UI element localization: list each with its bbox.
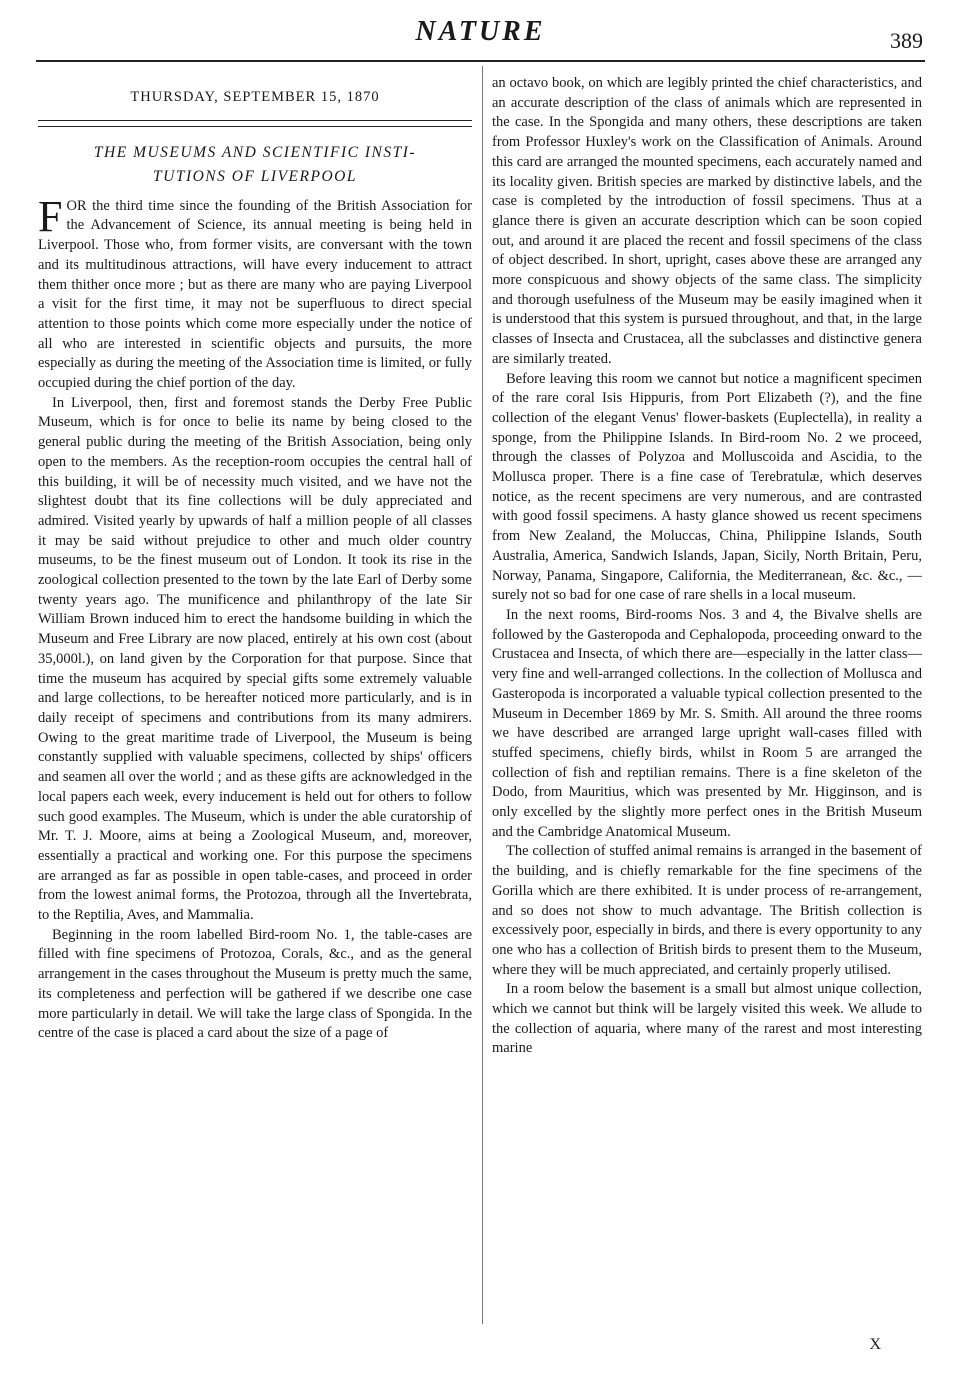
- date-rule: [38, 120, 472, 127]
- paragraph: Before leaving this room we cannot but notice a magnificent specimen of the rare coral Isis Hippuris, from Port Elizabeth (?), and the fine collection of the elegant Venus' flower-baskets (Euplectella), in reality a sponge, from the Philippine Islands. In Bird-room No. 2 we proceed, through the classes of Polyzoa and Molluscoida and Ascidia, to the Mollusca proper. There is a fine case of Terebratulæ, which deserves notice, as the recent specimens are very numerous, and are contrasted with good fossil specimens. A hasty glance showed us recent specimens from New Zealand, the Moluccas, China, Philippine Islands, South Australia, America, Sandwich Islands, Japan, Sicily, North Britain, Peru, Norway, Panama, Singapore, California, the Mediterranean, &c. &c., —surely not so bad for one case of rare shells in a local museum.: [492, 370, 922, 604]
- article-title: [38, 141, 472, 189]
- article-title-line-1: THE MUSEUMS AND SCIENTIFIC INSTI-: [93, 143, 417, 161]
- paragraph: In a room below the basement is a small but almost unique collection, which we cannot but think will be largely visited this week. We allude to the collection of aquaria, where many of the rarest and most interesting marine: [492, 981, 922, 1057]
- paragraph: Beginning in the room labelled Bird-room No. 1, the table-cases are filled with fine specimens of Protozoa, Corals, &c., and as the general arrangement in the cases throughout the Museum is pretty much the same, its completeness and perfection will be gathered if we describe one case more particularly in detail. We will take the large class of Spongida. In the centre of the case is placed a card about the size of a page of: [38, 926, 472, 1042]
- left-column: [38, 70, 472, 1044]
- right-column: [492, 74, 922, 1059]
- signature-mark: X: [869, 1336, 881, 1353]
- page-number: 389: [890, 28, 923, 53]
- masthead: [0, 8, 961, 58]
- paragraph: In the next rooms, Bird-rooms Nos. 3 and 4, the Bivalve shells are followed by the Gasteropoda and Cephalopoda, proceeding onward to the Crustacea and Insecta, of which there are—especially in the latter class—very fine and well-arranged collections. In the collection of Mollusca and Gasteropoda is incorporated a valuable typical collection presented to the Museum in December 1869 by Mr. S. Smith. All around the three rooms we have described are arranged large upright wall-cases filled with stuffed specimens, chiefly birds, whilst in Room 5 are arranged the collection of fish and reptilian remains. There is a fine skeleton of the Dodo, from Mauritius, which was presented by Mr. Higginson, and is only excelled by the slightly more perfect ones in the British Museum and the Cambridge Anatomical Museum.: [492, 606, 922, 840]
- issue-date: THURSDAY, SEPTEMBER 15, 1870: [130, 89, 380, 105]
- column-divider: [482, 66, 483, 1324]
- article-title-line-2: TUTIONS OF LIVERPOOL: [153, 167, 357, 185]
- paragraph: FOR the third time since the founding of the British Association for the Advancement of Science, its annual meeting is being held in Liverpool. Those who, from former visits, are conversant with the town and its multitudinous attractions, will have every inducement to attract them thither once more ; but as there are many who are paying Liverpool a visit for the first time, it may not be superfluous to direct special attention to those points which come more especially under the notice of all who are interested in scientific objects and pursuits, the more especially as during the meeting of the Association time is limited, or fully occupied during the chief portion of the day.: [38, 191, 472, 392]
- header-rule: [36, 60, 925, 62]
- journal-title: NATURE: [415, 16, 546, 47]
- paragraph: In Liverpool, then, first and foremost stands the Derby Free Public Museum, which is for once to belie its name by being closed to the general public during the meeting of the British Association, being only open to the members. As the reception-room occupies the central hall of this building, it will be of necessity much visited, and we have not the slightest doubt that its fine collections will be duly appreciated and admired. Visited yearly by upwards of half a million people of all classes it may be said without prejudice to other and much older country museums, to be the finest museum out of London. It took its rise in the zoological collection presented to the town by the late Earl of Derby some twenty years ago. The munificence and philanthropy of the late Sir William Brown induced him to erect the handsome building in which the Museum and Free Library are now placed, entirely at his own cost (about 35,000l.), on land given by the Corporation for that purpose. Since that time the museum has acquired by special gifts some extremely valuable and large collections, to be hereafter noticed more particularly, and is in daily receipt of specimens and contributions from its many admirers. Owing to the great maritime trade of Liverpool, the Museum is being constantly supplied with valuable specimens, collected by ships' officers and seamen all over the world ; and as these gifts are acknowledged in the local papers each week, every inducement is held out for others to follow such good examples. The Museum, which is under the able curatorship of Mr. T. J. Moore, aims at being a Zoological Museum, and, moreover, essentially a practical and working one. For this purpose the specimens are arranged as far as possible in open table-cases, and proceed in order from the lowest animal forms, the Protozoa, through all the Invertebrata, to the Reptilia, Aves, and Mammalia.: [38, 394, 472, 924]
- drop-cap: F: [38, 191, 63, 241]
- paragraph: an octavo book, on which are legibly printed the chief characteristics, and an accurate description of the class of animals which are represented in the case. In the Spongida and many others, these descriptions are taken from Professor Huxley's work on the Classification of Animals. Around this card are arranged the mounted specimens, each accurately named and its locality given. British species are marked by distinctive labels, and the case is completed by the introduction of fossil specimens. Thus at a glance there is given an accurate description which can be soon copied out, and around it are placed the recent and fossil specimens of the class of object described. In short, upright, cases above these are arranged any more conspicuous and showy objects of the same class. The simplicity and thorough usefulness of the Museum may be easily imagined when it is understood that this system is pursued throughout, and that, in the large classes of Insecta and Crustacea, all the subclasses and distinctive genera are similarly treated.: [492, 75, 922, 367]
- paragraph: The collection of stuffed animal remains is arranged in the basement of the building, and is chiefly remarkable for the fine specimens of the Gorilla which are there exhibited. It is under process of re-arrangement, and so does not show to much advantage. The British collection is excessively poor, especially in birds, and there is every opportunity to any one who has a collection of British birds to present them to the Museum, where they will be much appreciated, and certainly properly utilised.: [492, 843, 922, 978]
